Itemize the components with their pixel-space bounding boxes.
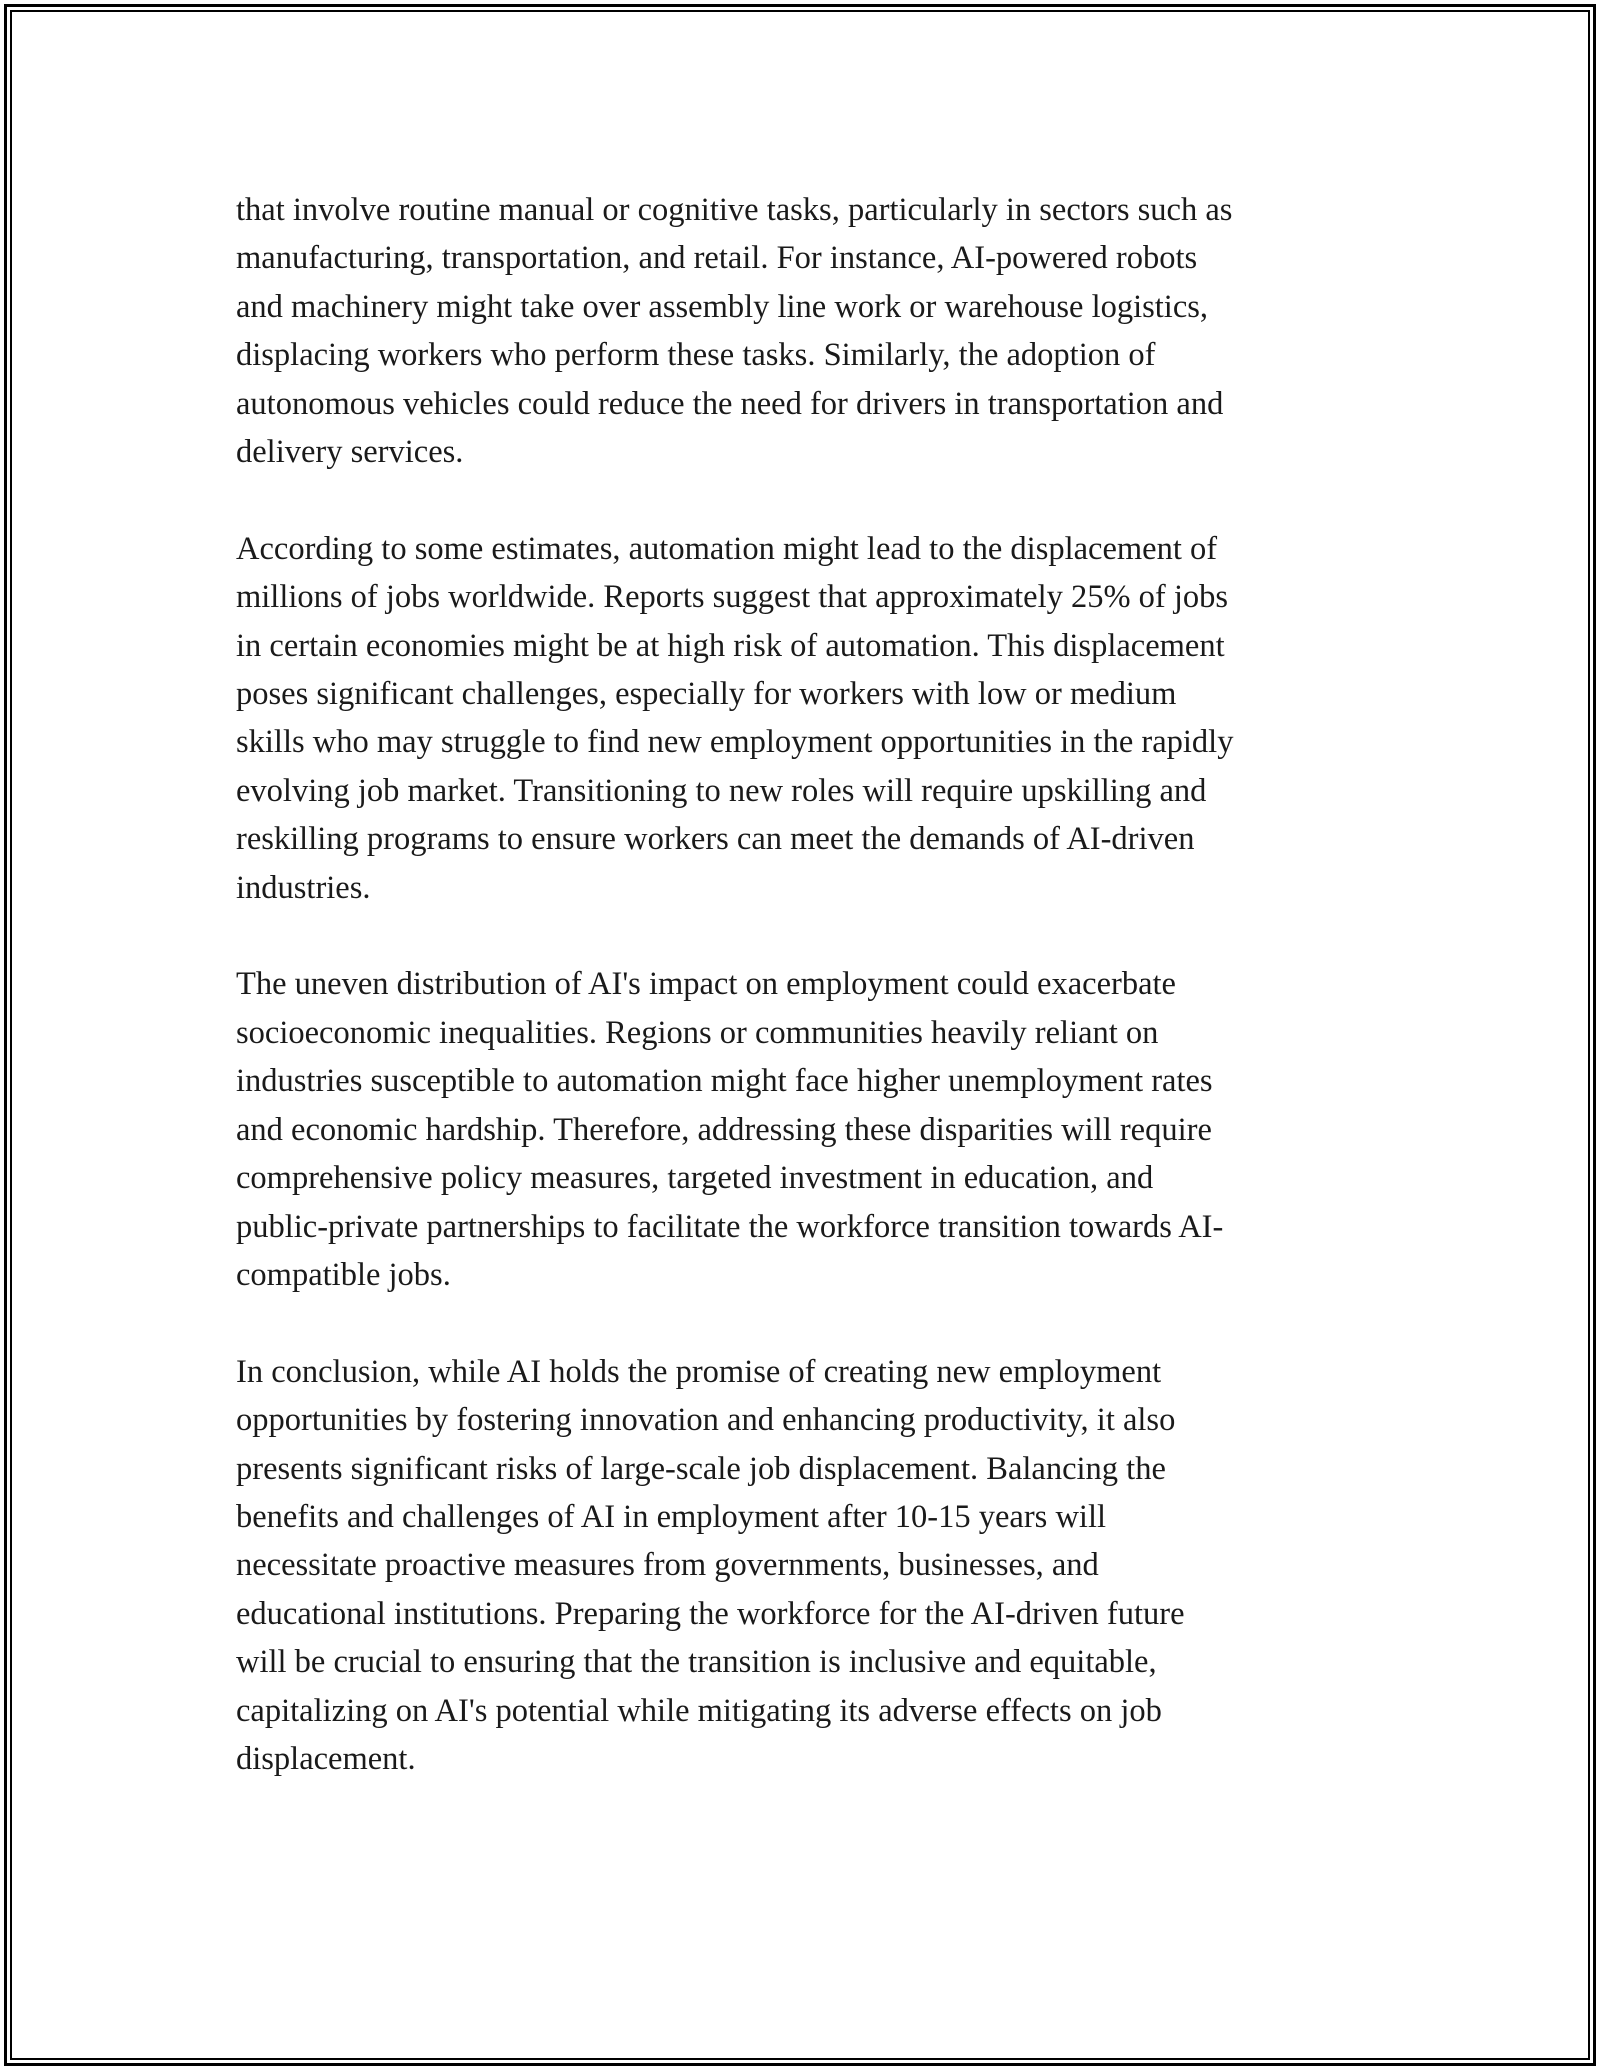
text-line: poses significant challenges, especially for workers with low or medium <box>236 676 1177 713</box>
text-line: industries. <box>236 869 371 906</box>
text-line: In conclusion, while AI holds the promise of creating new employment <box>236 1353 1162 1390</box>
text-line: autonomous vehicles could reduce the need for drivers in transportation and <box>236 385 1224 422</box>
text-line: manufacturing, transportation, and retail. For instance, AI-powered robots <box>236 240 1198 277</box>
text-line: benefits and challenges of AI in employment after 10-15 years will <box>236 1498 1107 1535</box>
text-line: and machinery might take over assembly line work or warehouse logistics, <box>236 288 1209 325</box>
text-line: delivery services. <box>236 434 464 471</box>
text-line: socioeconomic inequalities. Regions or communities heavily reliant on <box>236 1014 1159 1051</box>
text-line: opportunities by fostering innovation and enhancing productivity, it also <box>236 1402 1176 1439</box>
paragraph-conclusion <box>236 1348 1366 1784</box>
text-line: skills who may struggle to find new employment opportunities in the rapidly <box>236 724 1234 761</box>
text-line: public-private partnerships to facilitate the workforce transition towards AI- <box>236 1208 1224 1245</box>
text-line: According to some estimates, automation might lead to the displacement of <box>236 530 1218 567</box>
text-line: reskilling programs to ensure workers can meet the demands of AI-driven <box>236 821 1195 858</box>
paragraph-displacement-estimates <box>236 525 1366 912</box>
text-line: that involve routine manual or cognitive tasks, particularly in sectors such as <box>236 192 1233 228</box>
text-line: industries susceptible to automation might face higher unemployment rates <box>236 1063 1213 1100</box>
text-line: displacing workers who perform these tasks. Similarly, the adoption of <box>236 337 1156 374</box>
text-line: comprehensive policy measures, targeted investment in education, and <box>236 1160 1154 1197</box>
paragraph-job-automation-sectors <box>236 186 1366 476</box>
text-line: and economic hardship. Therefore, addressing these disparities will require <box>236 1111 1212 1148</box>
text-line: The uneven distribution of AI's impact on employment could exacerbate <box>236 966 1176 1003</box>
text-line: displacement. <box>236 1740 416 1777</box>
text-line: necessitate proactive measures from governments, businesses, and <box>236 1547 1099 1584</box>
text-line: educational institutions. Preparing the workforce for the AI-driven future <box>236 1595 1185 1632</box>
text-line: presents significant risks of large-scale job displacement. Balancing the <box>236 1450 1166 1487</box>
text-line: will be crucial to ensuring that the transition is inclusive and equitable, <box>236 1644 1157 1681</box>
text-line: capitalizing on AI's potential while mitigating its adverse effects on job <box>236 1692 1162 1729</box>
text-line: evolving job market. Transitioning to new roles will require upskilling and <box>236 772 1207 809</box>
text-line: in certain economies might be at high risk of automation. This displacement <box>236 627 1225 664</box>
text-line: millions of jobs worldwide. Reports suggest that approximately 25% of jobs <box>236 579 1229 616</box>
document-body <box>236 186 1366 1832</box>
text-line: compatible jobs. <box>236 1256 451 1293</box>
paragraph-socioeconomic-inequalities <box>236 960 1366 1299</box>
